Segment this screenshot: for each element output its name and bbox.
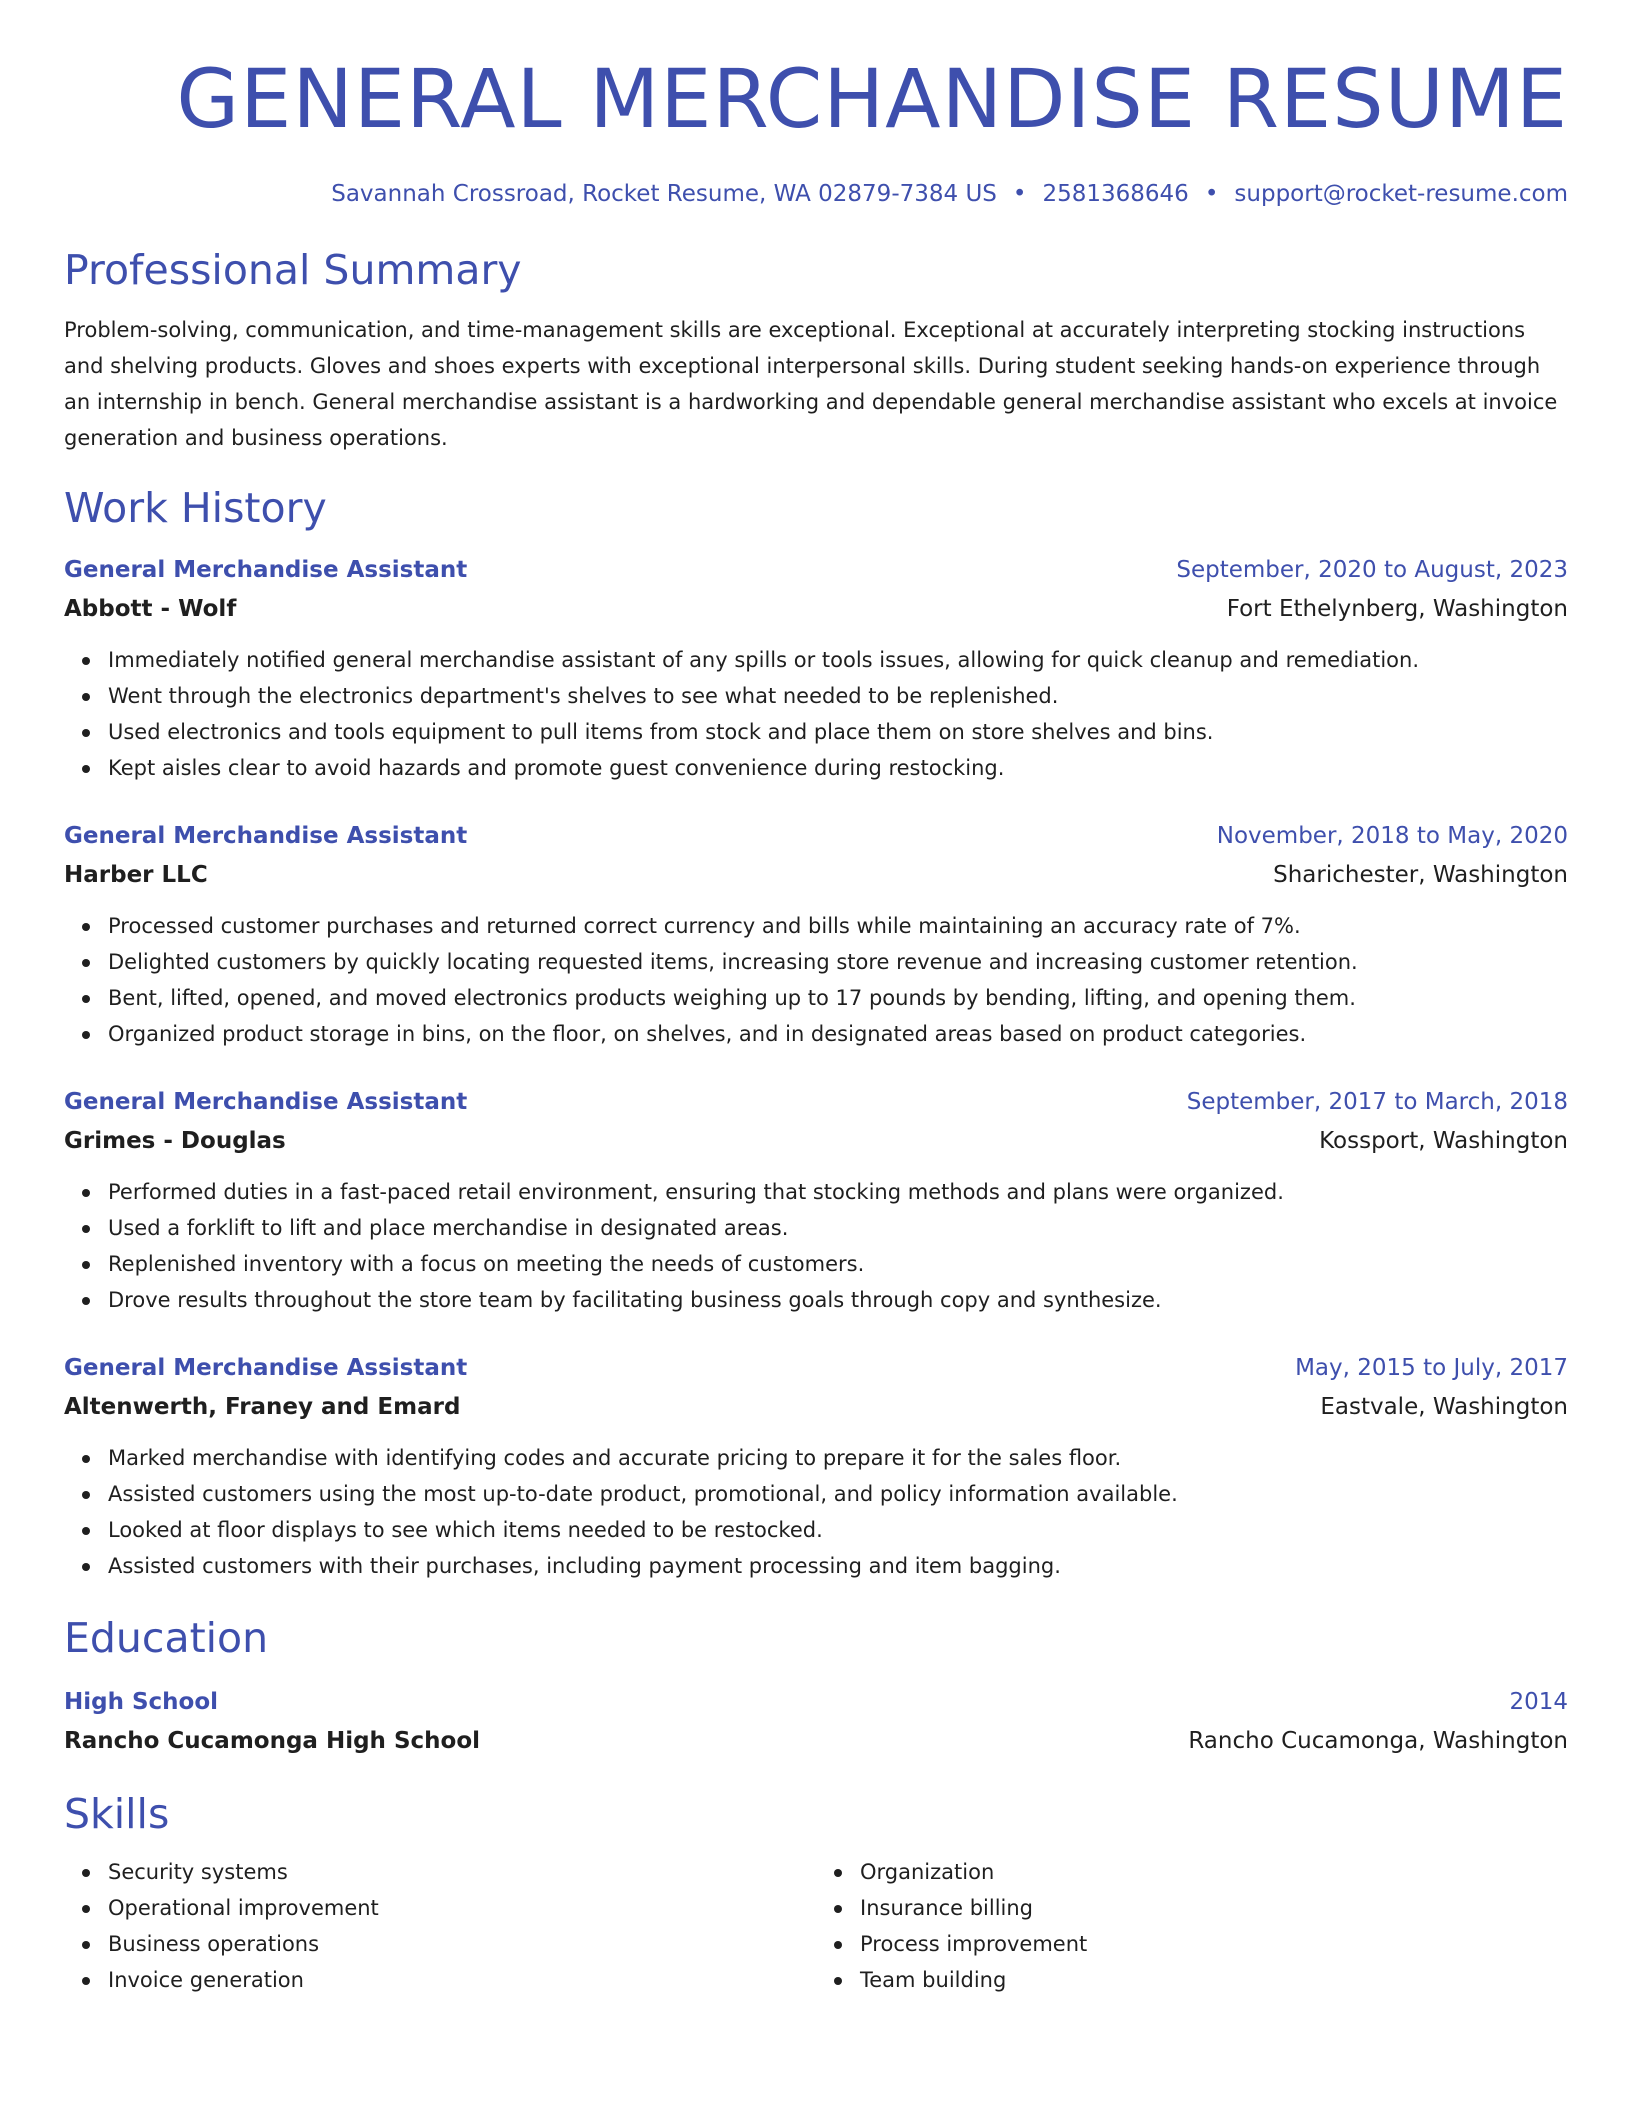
job-position: General Merchandise Assistant bbox=[64, 823, 468, 849]
job-position: General Merchandise Assistant bbox=[64, 1089, 468, 1115]
job-bullet: Used a forklift to lift and place merchandise in designated areas. bbox=[108, 1210, 1568, 1246]
contact-phone: 2581368646 bbox=[1042, 181, 1189, 207]
job-bullet: Replenished inventory with a focus on meeting the needs of customers. bbox=[108, 1246, 1568, 1282]
job-header bbox=[64, 1084, 1568, 1120]
job-bullet: Marked merchandise with identifying codes and accurate pricing to prepare it for the sales floor. bbox=[108, 1440, 1568, 1476]
skill-item: Insurance billing bbox=[860, 1890, 1568, 1926]
job-bullets bbox=[64, 642, 1568, 786]
separator-dot: • bbox=[1204, 181, 1219, 207]
job-dates: November, 2018 to May, 2020 bbox=[1216, 823, 1568, 849]
skill-item: Business operations bbox=[108, 1926, 816, 1962]
contact-address: Savannah Crossroad, Rocket Resume, WA 02879-7384 US bbox=[331, 181, 997, 207]
resume-header bbox=[64, 52, 1568, 210]
job-bullets bbox=[64, 908, 1568, 1052]
job-position: General Merchandise Assistant bbox=[64, 1355, 468, 1381]
contact-line bbox=[64, 178, 1568, 210]
job-dates: September, 2020 to August, 2023 bbox=[1176, 557, 1568, 583]
job-location: Eastvale, Washington bbox=[1320, 1394, 1568, 1420]
section-title-education: Education bbox=[64, 1614, 269, 1662]
education-school: Rancho Cucamonga High School bbox=[64, 1728, 480, 1754]
job-header bbox=[64, 552, 1568, 588]
skill-item: Process improvement bbox=[860, 1926, 1568, 1962]
skills-list bbox=[816, 1854, 1568, 1998]
education-location: Rancho Cucamonga, Washington bbox=[1188, 1728, 1568, 1754]
education-subheader bbox=[64, 1722, 1568, 1760]
job-bullet: Organized product storage in bins, on the floor, on shelves, and in designated areas based on product categories. bbox=[108, 1016, 1568, 1052]
skills-grid bbox=[64, 1854, 1568, 1998]
skill-item: Invoice generation bbox=[108, 1962, 816, 1998]
job-bullet: Used electronics and tools equipment to pull items from stock and place them on store shelves and bins. bbox=[108, 714, 1568, 750]
job-subheader bbox=[64, 856, 1568, 894]
job-subheader bbox=[64, 1122, 1568, 1160]
skills-list bbox=[64, 1854, 816, 1998]
summary-text: Problem-solving, communication, and time-management skills are exceptional. Exceptional at accurately interpreting stocking instructions and shelving products. Gloves and shoes experts with exceptional interpersonal skills. During student seeking hands-on experience through an internship in bench. General merchandise assistant is a hardworking and dependable general merchandise assistant who excels at invoice generation and business operations. bbox=[64, 318, 1558, 450]
job-location: Sharichester, Washington bbox=[1273, 862, 1568, 888]
job-bullet: Kept aisles clear to avoid hazards and promote guest convenience during restocking. bbox=[108, 750, 1568, 786]
job-company: Altenwerth, Franey and Emard bbox=[64, 1394, 461, 1420]
job-bullet: Went through the electronics department's shelves to see what needed to be replenished. bbox=[108, 678, 1568, 714]
section-title-summary: Professional Summary bbox=[64, 246, 522, 294]
job-entry bbox=[64, 818, 1568, 1052]
job-bullet: Assisted customers using the most up-to-date product, promotional, and policy information available. bbox=[108, 1476, 1568, 1512]
resume-name: GENERAL MERCHANDISE RESUME bbox=[176, 53, 1568, 147]
job-dates: May, 2015 to July, 2017 bbox=[1295, 1355, 1568, 1381]
section-title-skills: Skills bbox=[64, 1790, 170, 1838]
skill-item: Team building bbox=[860, 1962, 1568, 1998]
education-degree: High School bbox=[64, 1689, 219, 1715]
section-title-work-history: Work History bbox=[64, 484, 327, 532]
job-company: Abbott - Wolf bbox=[64, 596, 237, 622]
job-header bbox=[64, 818, 1568, 854]
job-bullet: Bent, lifted, opened, and moved electronics products weighing up to 17 pounds by bending, lifting, and opening them. bbox=[108, 980, 1568, 1016]
job-location: Fort Ethelynberg, Washington bbox=[1226, 596, 1568, 622]
education-year: 2014 bbox=[1509, 1689, 1568, 1715]
job-company: Grimes - Douglas bbox=[64, 1128, 286, 1154]
job-dates: September, 2017 to March, 2018 bbox=[1186, 1089, 1568, 1115]
job-bullet: Looked at floor displays to see which items needed to be restocked. bbox=[108, 1512, 1568, 1548]
separator-dot: • bbox=[1012, 181, 1027, 207]
job-entry bbox=[64, 1084, 1568, 1318]
job-header bbox=[64, 1350, 1568, 1386]
job-bullet: Immediately notified general merchandise assistant of any spills or tools issues, allowing for quick cleanup and remediation. bbox=[108, 642, 1568, 678]
job-subheader bbox=[64, 590, 1568, 628]
job-bullet: Drove results throughout the store team by facilitating business goals through copy and synthesize. bbox=[108, 1282, 1568, 1318]
job-bullet: Performed duties in a fast-paced retail environment, ensuring that stocking methods and plans were organized. bbox=[108, 1174, 1568, 1210]
education-entry bbox=[64, 1684, 1568, 1760]
job-bullet: Processed customer purchases and returned correct currency and bills while maintaining an accuracy rate of 7%. bbox=[108, 908, 1568, 944]
skills-column-right bbox=[816, 1854, 1568, 1998]
skill-item: Operational improvement bbox=[108, 1890, 816, 1926]
contact-email[interactable]: support@rocket-resume.com bbox=[1234, 181, 1568, 207]
job-company: Harber LLC bbox=[64, 862, 208, 888]
job-bullet: Assisted customers with their purchases, including payment processing and item bagging. bbox=[108, 1548, 1568, 1584]
job-subheader bbox=[64, 1388, 1568, 1426]
job-bullet: Delighted customers by quickly locating requested items, increasing store revenue and increasing customer retention. bbox=[108, 944, 1568, 980]
skills-column-left bbox=[64, 1854, 816, 1998]
skill-item: Organization bbox=[860, 1854, 1568, 1890]
job-bullets bbox=[64, 1440, 1568, 1584]
job-entry bbox=[64, 552, 1568, 786]
skill-item: Security systems bbox=[108, 1854, 816, 1890]
education-header bbox=[64, 1684, 1568, 1720]
job-location: Kossport, Washington bbox=[1319, 1128, 1568, 1154]
job-entry bbox=[64, 1350, 1568, 1584]
job-bullets bbox=[64, 1174, 1568, 1318]
job-position: General Merchandise Assistant bbox=[64, 557, 468, 583]
